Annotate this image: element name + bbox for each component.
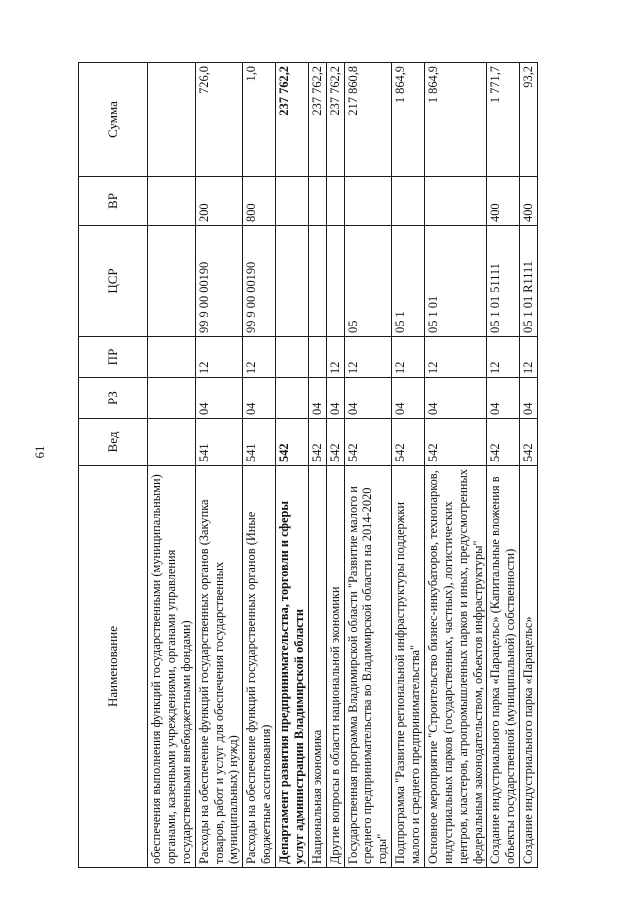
cell-ved: 541 — [195, 419, 243, 466]
cell-ved: 542 — [487, 419, 520, 466]
cell-csr: 05 1 — [392, 226, 425, 337]
cell-ved — [148, 419, 196, 466]
rotated-table-wrapper — [78, 63, 588, 868]
cell-csr — [308, 226, 326, 337]
cell-csr: 99 9 00 00190 — [195, 226, 243, 337]
cell-pr: 12 — [392, 337, 425, 378]
cell-name: Департамент развития предпринимательства, торговли и сферы услуг администрации Владимирской области — [276, 466, 309, 868]
cell-vr — [392, 177, 425, 226]
header-pr: ПР — [79, 337, 148, 378]
cell-pr: 12 — [243, 337, 276, 378]
table-row — [344, 63, 392, 868]
cell-name: обеспечения выполнения функций государственными (муниципальными) органами, казенными учреждениями, органами управления государственными внебюджетными фондами) — [148, 466, 196, 868]
page-number: 61 — [32, 445, 47, 459]
cell-pr: 12 — [344, 337, 392, 378]
cell-ved: 542 — [424, 419, 487, 466]
cell-rz: 04 — [326, 378, 344, 419]
cell-ved: 542 — [392, 419, 425, 466]
table-row — [326, 63, 344, 868]
cell-csr — [276, 226, 309, 337]
header-name: Наименование — [79, 466, 148, 868]
cell-sum: 1 771,7 — [487, 63, 520, 177]
cell-name: Другие вопросы в области национальной экономики — [326, 466, 344, 868]
cell-csr: 05 1 01 R1111 — [520, 226, 538, 337]
cell-rz: 04 — [243, 378, 276, 419]
table-row — [195, 63, 243, 868]
cell-rz: 04 — [487, 378, 520, 419]
cell-vr: 200 — [195, 177, 243, 226]
cell-rz — [148, 378, 196, 419]
cell-ved: 542 — [326, 419, 344, 466]
cell-sum: 93,2 — [520, 63, 538, 177]
budget-table — [78, 62, 538, 868]
cell-vr — [308, 177, 326, 226]
cell-ved: 542 — [276, 419, 309, 466]
cell-pr: 12 — [326, 337, 344, 378]
cell-csr: 05 1 01 — [424, 226, 487, 337]
cell-name: Национальная экономика — [308, 466, 326, 868]
cell-vr — [326, 177, 344, 226]
table-row — [392, 63, 425, 868]
cell-rz: 04 — [392, 378, 425, 419]
cell-sum: 726,0 — [195, 63, 243, 177]
cell-vr: 400 — [520, 177, 538, 226]
cell-sum: 1,0 — [243, 63, 276, 177]
cell-rz: 04 — [195, 378, 243, 419]
table-row — [243, 63, 276, 868]
cell-ved: 541 — [243, 419, 276, 466]
header-sum: Сумма — [79, 63, 148, 177]
cell-csr — [326, 226, 344, 337]
cell-name: Создание индустриального парка «Парацельс» (Капитальные вложения в объекты государственной (муниципальной) собственности) — [487, 466, 520, 868]
cell-vr — [276, 177, 309, 226]
cell-rz: 04 — [424, 378, 487, 419]
cell-name: Расходы на обеспечение функций государственных органов (Иные бюджетные ассигнования) — [243, 466, 276, 868]
cell-sum: 217 860,8 — [344, 63, 392, 177]
table-header-row — [79, 63, 148, 868]
cell-name: Расходы на обеспечение функций государственных органов (Закупка товаров, работ и услуг для обеспечения государственных (муниципальных) нужд) — [195, 466, 243, 868]
cell-name: Государственная программа Владимирской области "Развитие малого и среднего предпринимательства во Владимирской области на 2014-2020 годы" — [344, 466, 392, 868]
cell-rz: 04 — [344, 378, 392, 419]
table-row — [520, 63, 538, 868]
cell-sum: 237 762,2 — [326, 63, 344, 177]
cell-csr: 05 — [344, 226, 392, 337]
cell-pr — [276, 337, 309, 378]
cell-pr — [308, 337, 326, 378]
table-row — [276, 63, 309, 868]
header-ved: Вед — [79, 419, 148, 466]
cell-ved: 542 — [520, 419, 538, 466]
table-row — [424, 63, 487, 868]
table-row — [148, 63, 196, 868]
header-vr: ВР — [79, 177, 148, 226]
header-rz: РЗ — [79, 378, 148, 419]
cell-vr: 400 — [487, 177, 520, 226]
cell-rz — [276, 378, 309, 419]
cell-rz: 04 — [308, 378, 326, 419]
header-csr: ЦСР — [79, 226, 148, 337]
cell-vr — [148, 177, 196, 226]
table-row — [487, 63, 520, 868]
cell-pr — [148, 337, 196, 378]
table-row — [308, 63, 326, 868]
cell-name: Создание индустриального парка «Парацельс» — [520, 466, 538, 868]
cell-sum: 237 762,2 — [308, 63, 326, 177]
cell-sum: 1 864,9 — [424, 63, 487, 177]
cell-pr: 12 — [487, 337, 520, 378]
cell-pr: 12 — [424, 337, 487, 378]
cell-ved: 542 — [344, 419, 392, 466]
cell-pr: 12 — [195, 337, 243, 378]
cell-ved: 542 — [308, 419, 326, 466]
cell-vr: 800 — [243, 177, 276, 226]
table-body — [148, 63, 538, 868]
cell-pr: 12 — [520, 337, 538, 378]
cell-rz: 04 — [520, 378, 538, 419]
cell-sum — [148, 63, 196, 177]
cell-vr — [344, 177, 392, 226]
cell-csr: 05 1 01 51111 — [487, 226, 520, 337]
cell-csr — [148, 226, 196, 337]
cell-sum: 237 762,2 — [276, 63, 309, 177]
cell-name: Подпрограмма "Развитие региональной инфраструктуры поддержки малого и среднего предпринимательства" — [392, 466, 425, 868]
cell-sum: 1 864,9 — [392, 63, 425, 177]
cell-vr — [424, 177, 487, 226]
cell-name: Основное мероприятие "Строительство бизнес-инкубаторов, технопарков, индустриальных парков (государственных, частных), логистических центров, кластеров, агропромышленных парков и иных, предусмотренных федеральным законодательством, объектов инфраструктуры" — [424, 466, 487, 868]
cell-csr: 99 9 00 00190 — [243, 226, 276, 337]
